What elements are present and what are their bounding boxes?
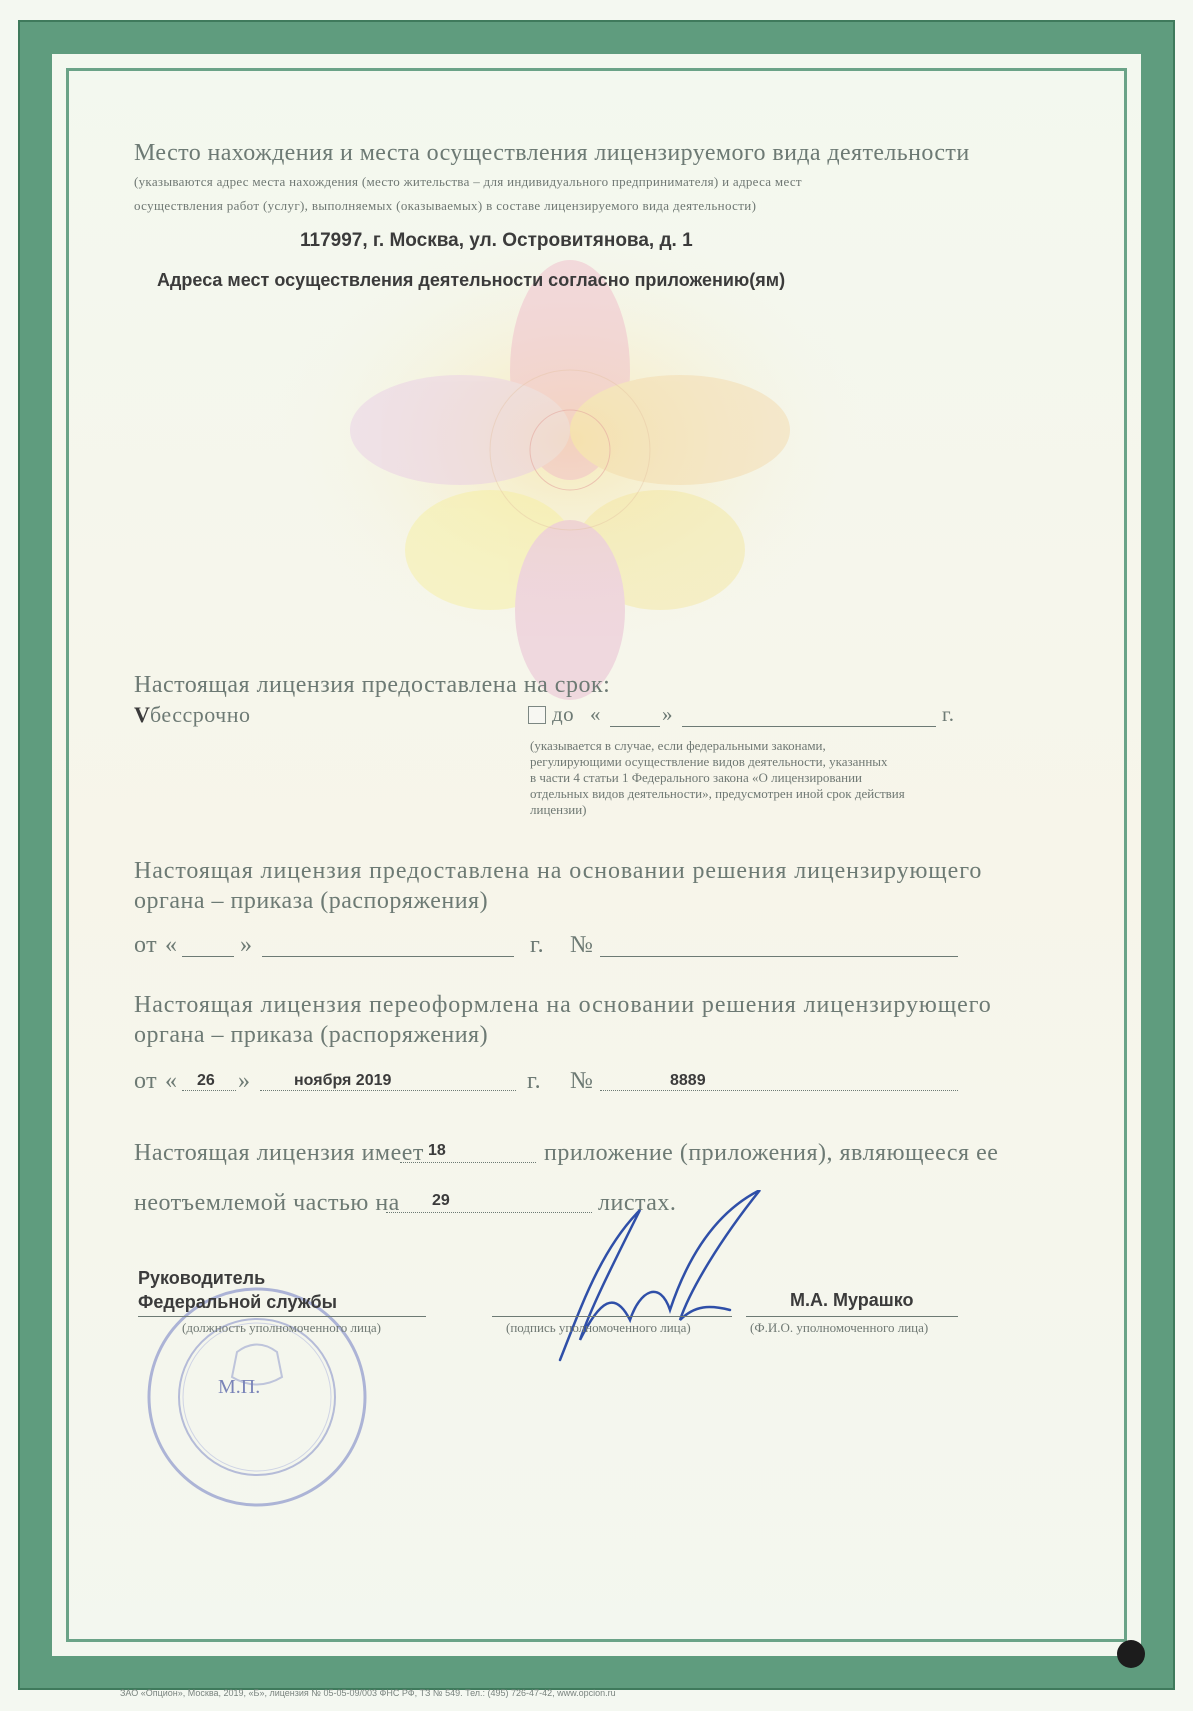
annex-address-note: Адреса мест осуществления деятельности согласно приложению(ям) <box>157 270 786 290</box>
basis-from-label: от <box>134 932 158 958</box>
term-note-line1: (указывается в случае, если федеральными законами, <box>530 738 826 753</box>
annex-line1-prefix: Настоящая лицензия имеет <box>134 1140 424 1166</box>
position-line <box>138 1316 426 1317</box>
basis-year-suffix: г. <box>530 932 545 958</box>
annex-line2-prefix: неотъемлемой частью на <box>134 1190 400 1216</box>
reissue-year-suffix: г. <box>527 1068 542 1094</box>
reissue-date-line <box>260 1090 516 1091</box>
until-year-suffix: г. <box>942 702 955 726</box>
annex-count: 18 <box>428 1142 446 1159</box>
basis-line2: органа – приказа (распоряжения) <box>134 888 489 914</box>
until-label: до <box>552 702 575 726</box>
name-line <box>746 1316 958 1317</box>
stamp-label: М.П. <box>218 1376 261 1398</box>
indefinite-label: бессрочно <box>150 702 251 727</box>
position-line2: Федеральной службы <box>138 1292 337 1312</box>
address-heading: Место нахождения и места осуществления лицензируемого вида деятельности <box>134 140 970 166</box>
position-caption: (должность уполномоченного лица) <box>182 1320 382 1335</box>
guilloche-rosette <box>260 250 880 710</box>
indefinite-check-mark: V <box>134 702 150 727</box>
printer-footer: ЗАО «Опцион», Москва, 2019, «Б», лицензия № 05-05-09/003 ФНС РФ, ТЗ № 549. Тел.: (495) 726-47-42, www.opcion.ru <box>120 1688 616 1698</box>
name-caption: (Ф.И.О. уполномоченного лица) <box>750 1320 929 1335</box>
basis-date-line <box>262 956 514 957</box>
reissue-from-label: от <box>134 1068 158 1094</box>
reissue-number: 8889 <box>670 1072 706 1089</box>
until-checkbox <box>528 706 546 724</box>
until-day-line <box>610 726 660 727</box>
address-note-line2: осуществления работ (услуг), выполняемых (оказываемых) в составе лицензируемого вида деятельности) <box>134 198 757 213</box>
term-note-line3: в части 4 статьи 1 Федерального закона «О лицензировании <box>530 770 862 785</box>
reissue-number-line <box>600 1090 958 1091</box>
signature-line <box>492 1316 732 1317</box>
term-note-line5: лицензии) <box>530 802 587 817</box>
basis-number-label: № <box>570 932 594 958</box>
address-note-line1: (указываются адрес места нахождения (место жительства – для индивидуального предпринимателя) и адреса мест <box>134 174 802 189</box>
annex-count-line <box>400 1162 536 1163</box>
reissue-line1: Настоящая лицензия переоформлена на основании решения лицензирующего <box>134 992 992 1018</box>
term-note-line4: отдельных видов деятельности», предусмотрен иной срок действия <box>530 786 905 801</box>
hole-punch-dot <box>1117 1640 1145 1668</box>
until-close-quote: » <box>662 702 673 726</box>
reissue-close-quote: » <box>238 1068 251 1094</box>
reissue-month-year: ноября 2019 <box>294 1072 392 1089</box>
term-note-line2: регулирующими осуществление видов деятельности, указанных <box>530 754 888 769</box>
basis-line1: Настоящая лицензия предоставлена на основании решения лицензирующего <box>134 858 983 884</box>
reissue-open-quote: « <box>165 1068 178 1094</box>
reissue-number-label: № <box>570 1068 594 1094</box>
license-address: 117997, г. Москва, ул. Островитянова, д. 1 <box>300 230 693 251</box>
signature-caption: (подпись уполномоченного лица) <box>506 1320 691 1335</box>
annex-line2-suffix: листах. <box>598 1190 677 1216</box>
term-heading: Настоящая лицензия предоставлена на срок: <box>134 672 611 698</box>
basis-number-line <box>600 956 958 957</box>
reissue-day: 26 <box>197 1072 215 1089</box>
until-date-line <box>682 726 936 727</box>
until-open-quote: « <box>590 702 601 726</box>
basis-open-quote: « <box>165 932 178 958</box>
signatory-name: М.А. Мурашко <box>790 1290 914 1310</box>
reissue-line2: органа – приказа (распоряжения) <box>134 1022 489 1048</box>
basis-close-quote: » <box>240 932 253 958</box>
handwritten-signature <box>520 1190 780 1390</box>
position-line1: Руководитель <box>138 1268 266 1288</box>
annex-line1-suffix: приложение (приложения), являющееся ее <box>544 1140 999 1166</box>
reissue-day-line <box>182 1090 236 1091</box>
sheet-count: 29 <box>432 1192 450 1209</box>
basis-day-line <box>182 956 234 957</box>
